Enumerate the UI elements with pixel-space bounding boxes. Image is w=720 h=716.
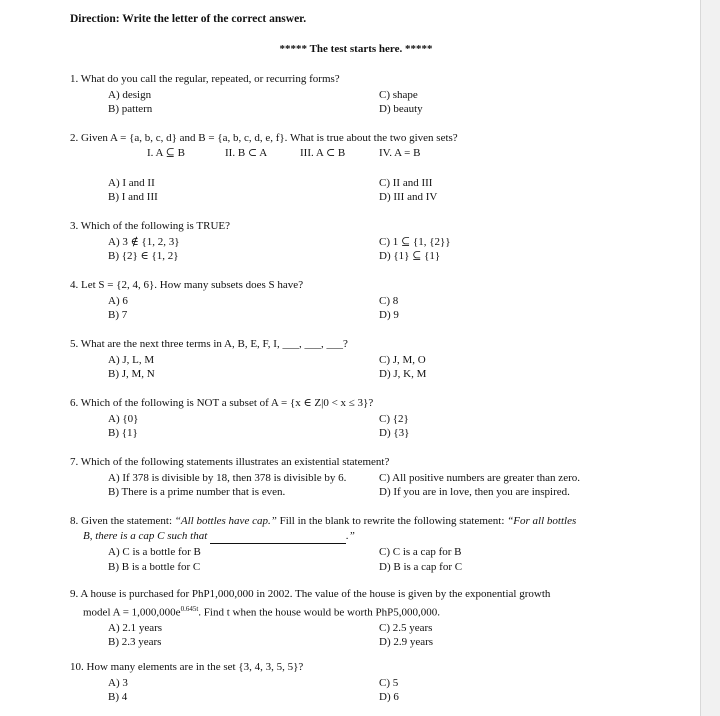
option-a: A) design [108,88,152,101]
option-c: C) 5 [379,676,399,689]
option-d: D) J, K, M [379,368,427,380]
option-d: D) 6 [379,691,399,703]
options [70,412,650,441]
option-b: B) I and III [108,191,158,203]
question-stem: 10. How many elements are in the set {3, 4, 3, 5, 5}? [70,661,304,673]
question-8 [70,514,670,574]
options [70,471,650,500]
option-b: B) 2.3 years [108,636,162,649]
question-stem: 1. What do you call the regular, repeated, or recurring forms? [70,73,340,85]
fill-in-blank [210,529,346,545]
option-d: D) B is a cap for C [379,560,463,573]
option-a: A) I and II [108,176,155,189]
question-7 [70,455,650,500]
option-c: C) 8 [379,294,399,307]
question-stem: 5. What are the next three terms in A, B, E, F, I, ___, ___, ___? [70,338,348,350]
question-stem: 4. Let S = {2, 4, 6}. How many subsets does S have? [70,279,304,291]
option-a: A) J, L, M [108,353,155,366]
direction-heading: Direction: Write the letter of the correct answer. [70,13,307,25]
question-stem: 9. A house is purchased for PhP1,000,000 in 2002. The value of the house is given by the exponential growth [70,588,551,600]
growth-model: model A = 1,000,000e [83,606,181,619]
options [70,176,650,205]
question-stem-continuation: B, there is a cap C such that .” [70,529,670,545]
option-b: B) 4 [108,691,128,703]
option-c: C) C is a cap for B [379,546,462,558]
question-10 [70,660,650,705]
statement-i: I. A ⊆ B [147,146,185,159]
option-c: C) II and III [379,176,433,189]
statement-iv: IV. A = B [379,146,421,159]
question-stem: 6. Which of the following is NOT a subset of A = {x ∈ Z|0 < x ≤ 3}? [70,397,374,409]
option-d: D) {1} ⊆ {1} [379,250,441,262]
statement-iii: III. A ⊂ B [300,146,346,159]
option-d: D) 2.9 years [379,636,434,649]
option-d: D) 9 [379,309,399,321]
statement-list [70,146,650,161]
option-d: D) III and IV [379,191,438,203]
option-b: B) B is a bottle for C [108,560,201,573]
options [70,545,670,574]
question-5 [70,337,650,382]
question-2 [70,131,650,205]
option-a: A) {0} [108,412,139,425]
options [70,88,650,117]
option-b: B) {1} [108,427,138,439]
option-b: B) J, M, N [108,368,155,380]
question-stem: 8. Given the statement: “All bottles have cap.” Fill in the blank to rewrite the following statement: “For all bottles [70,515,577,527]
question-stem-continuation: model $A = 1,000,000e^{0.645t}$. Find t when the house would be worth PhP5,000,000. [83,604,440,619]
options [70,676,650,705]
option-a: A) 3 [108,676,128,689]
question-9 [70,587,670,650]
option-b: B) 7 [108,309,128,321]
option-c: C) All positive numbers are greater than zero. [379,471,580,484]
statement-to-rewrite: “For all bottles [507,515,577,527]
option-d: D) {3} [379,427,410,439]
option-a: A) 2.1 years [108,621,163,634]
statement-ii: II. B ⊂ A [225,146,268,159]
option-d: D) beauty [379,103,423,115]
quoted-statement: “All bottles have cap.” [174,515,277,527]
option-c: C) 1 ⊆ {1, {2}} [379,235,451,248]
question-4 [70,278,650,323]
option-c: C) 2.5 years [379,621,433,634]
option-c: C) J, M, O [379,353,426,366]
options [70,353,650,382]
option-a: A) 6 [108,294,128,307]
option-c: C) shape [379,88,418,101]
question-3 [70,219,650,264]
options [70,294,650,323]
option-b: B) pattern [108,103,153,115]
question-1 [70,72,650,117]
option-c: C) {2} [379,412,409,425]
growth-exponent: 0.645t [180,604,199,613]
question-stem: 2. Given A = {a, b, c, d} and B = {a, b, c, d, e, f}. What is true about the two given sets? [70,132,458,144]
test-start-banner: ***** The test starts here. ***** [279,43,433,55]
option-b: B) {2} ∈ {1, 2} [108,250,179,262]
question-stem: 7. Which of the following statements illustrates an existential statement? [70,456,390,468]
option-a: A) 3 ∉ {1, 2, 3} [108,235,180,248]
option-b: B) There is a prime number that is even. [108,486,286,498]
options [70,235,650,264]
option-d: D) If you are in love, then you are inspired. [379,486,570,498]
options [70,621,670,650]
question-stem: 3. Which of the following is TRUE? [70,220,230,232]
option-a: A) C is a bottle for B [108,546,201,558]
question-6 [70,396,650,441]
option-a: A) If 378 is divisible by 18, then 378 is divisible by 6. [108,471,347,484]
